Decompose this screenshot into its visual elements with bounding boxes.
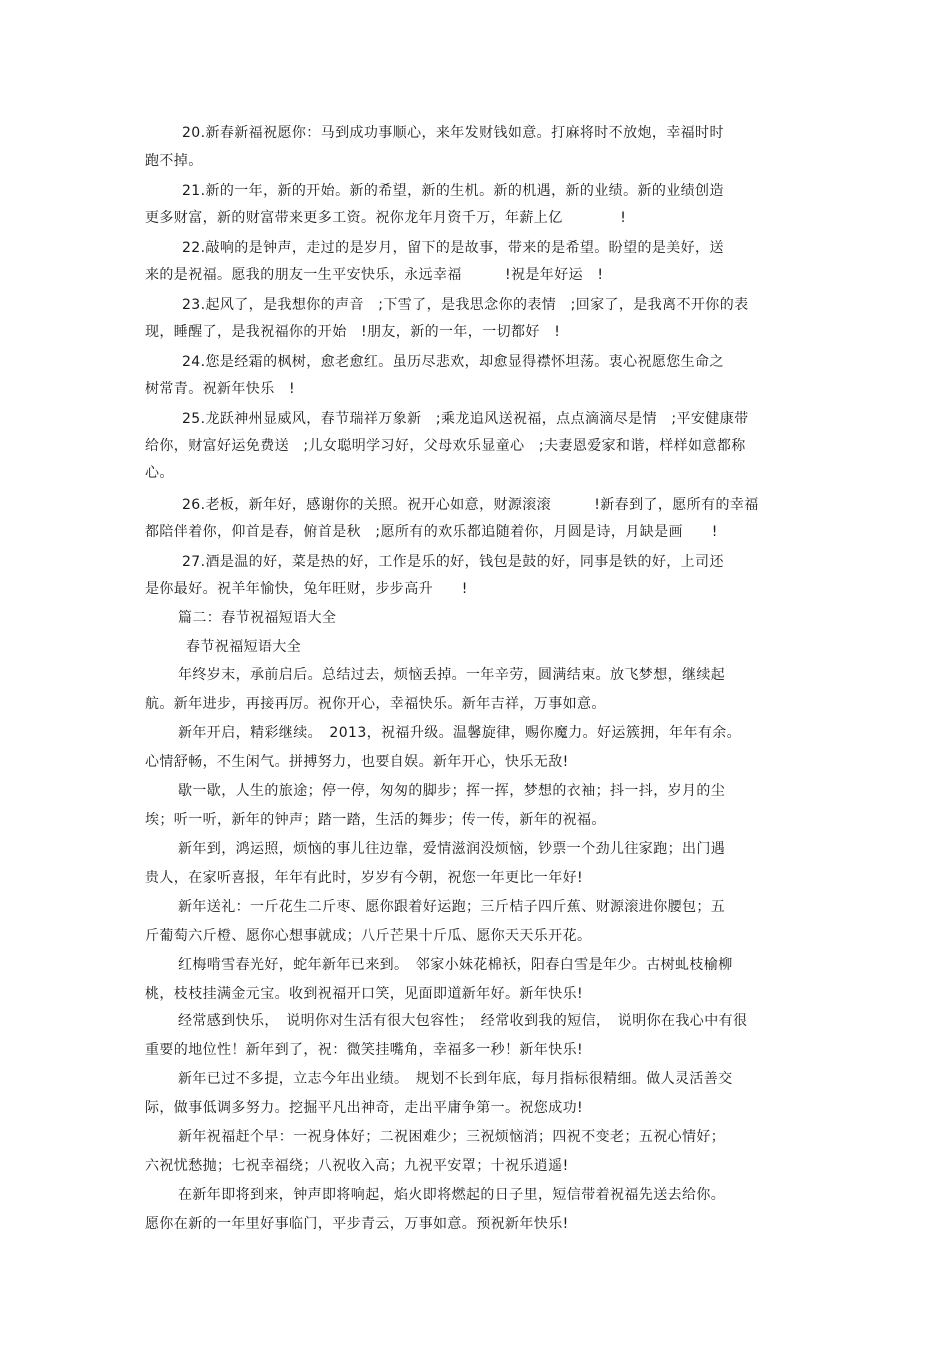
text-line: 20.新春新福祝愿你：马到成功事顺心，来年发财钱如意。打麻将时不放炮，幸福时时 (182, 125, 724, 141)
text-line: 重要的地位性！新年到了，祝：微笑挂嘴角，幸福多一秒！新年快乐! (145, 1042, 584, 1058)
text-line: 给你，财富好运免费送 ;儿女聪明学习好，父母欢乐显童心 ;夫妻恩爱家和谐，样样如意都称 (145, 438, 746, 454)
text-line: 愿你在新的一年里好事临门，平步青云，万事如意。预祝新年快乐! (145, 1216, 569, 1232)
text-line: 是你最好。祝羊年愉快，兔年旺财，步步高升 ! (145, 581, 468, 597)
section-title: 春节祝福短语大全 (186, 639, 302, 655)
text-line: 跑不掉。 (145, 153, 203, 169)
text-line: 27.酒是温的好，菜是热的好，工作是乐的好，钱包是鼓的好，同事是铁的好，上司还 (182, 554, 724, 570)
text-line: 心。 (145, 465, 174, 481)
text-line: 都陪伴着你，仰首是春，俯首是秋 ;愿所有的欢乐都追随着你，月圆是诗，月缺是画 ! (145, 524, 718, 540)
text-line: 六祝忧愁抛；七祝幸福绕；八祝收入高；九祝平安罩；十祝乐逍遥! (145, 1158, 569, 1174)
text-line: 新年已过不多提，立志今年出业绩。 规划不长到年底，每月指标很精细。做人灵活善交 (178, 1071, 733, 1087)
text-line: 树常青。祝新年快乐 ! (145, 381, 296, 397)
text-line: 歇一歇，人生的旅途；停一停，匆匆的脚步；挥一挥，梦想的衣袖；抖一抖，岁月的尘 (178, 783, 726, 799)
text-line: 贵人，在家听喜报，年年有此时，岁岁有今朝，祝您一年更比一年好! (145, 870, 584, 886)
text-line: 新年到，鸿运照，烦恼的事儿往边靠，爱情滋润没烦恼，钞票一个劲儿往家跑；出门遇 (178, 841, 726, 857)
text-line: 桃，枝枝挂满金元宝。收到祝福开口笑，见面即道新年好。新年快乐! (145, 986, 584, 1002)
text-line: 埃；听一听，新年的钟声；踏一踏，生活的舞步；传一传，新年的祝福。 (145, 812, 606, 828)
text-line: 红梅啃雪春光好，蛇年新年已来到。 邻家小妹花棉袄，阳春白雪是年少。古树虬枝榆柳 (178, 957, 733, 973)
text-line: 经常感到快乐， 说明你对生活有很大包容性； 经常收到我的短信， 说明你在我心中有很 (178, 1013, 748, 1029)
section-heading: 篇二：春节祝福短语大全 (178, 610, 337, 626)
text-line: 24.您是经霜的枫树，愈老愈红。虽历尽悲欢，却愈显得襟怀坦荡。衷心祝愿您生命之 (182, 354, 724, 370)
text-line: 航。新年进步，再接再厉。祝你开心，幸福快乐。新年吉祥，万事如意。 (145, 696, 606, 712)
text-line: 新年送礼：一斤花生二斤枣、愿你跟着好运跑；三斤桔子四斤蕉、财源滚进你腰包；五 (178, 899, 726, 915)
text-line: 21.新的一年，新的开始。新的希望，新的生机。新的机遇，新的业绩。新的业绩创造 (182, 183, 724, 199)
text-line: 新年开启，精彩继续。 2013，祝福升级。温馨旋律，赐你魔力。好运簇拥，年年有余。 (178, 725, 742, 741)
text-line: 现，睡醒了，是我祝福你的开始 !朋友，新的一年，一切都好 ! (145, 324, 561, 340)
text-line: 际，做事低调多努力。挖掘平凡出神奇，走出平庸争第一。祝您成功! (145, 1100, 584, 1116)
text-line: 来的是祝福。愿我的朋友一生平安快乐，永远幸福 !祝是年好运 ! (145, 267, 604, 283)
text-line: 年终岁末，承前启后。总结过去，烦恼丢掉。一年辛劳，圆满结束。放飞梦想，继续起 (178, 667, 726, 683)
text-line: 更多财富，新的财富带来更多工资。祝你龙年月资千万，年薪上亿 ! (145, 210, 627, 226)
text-line: 22.敲响的是钟声，走过的是岁月，留下的是故事，带来的是希望。盼望的是美好，送 (182, 240, 724, 256)
text-line: 斤葡萄六斤橙、愿你心想事就成；八斤芒果十斤瓜、愿你天天乐开花。 (145, 928, 592, 944)
text-line: 新年祝福赶个早：一祝身体好；二祝困难少；三祝烦恼消；四祝不变老；五祝心情好； (178, 1129, 726, 1145)
text-line: 心情舒畅，不生闲气。拼搏努力，也要自娱。新年开心，快乐无敌! (145, 754, 569, 770)
text-line: 在新年即将到来，钟声即将响起，焰火即将燃起的日子里，短信带着祝福先送去给你。 (178, 1187, 726, 1203)
text-line: 25.龙跃神州显威风，春节瑞祥万象新 ;乘龙追风送祝福，点点滴滴尽是情 ;平安健康带 (182, 411, 749, 427)
text-line: 23.起风了，是我想你的声音 ;下雪了，是我思念你的表情 ;回家了，是我离不开你的表 (182, 297, 749, 313)
text-line: 26.老板，新年好，感谢你的关照。祝开心如意，财源滚滚 !新春到了，愿所有的幸福 (182, 497, 759, 513)
